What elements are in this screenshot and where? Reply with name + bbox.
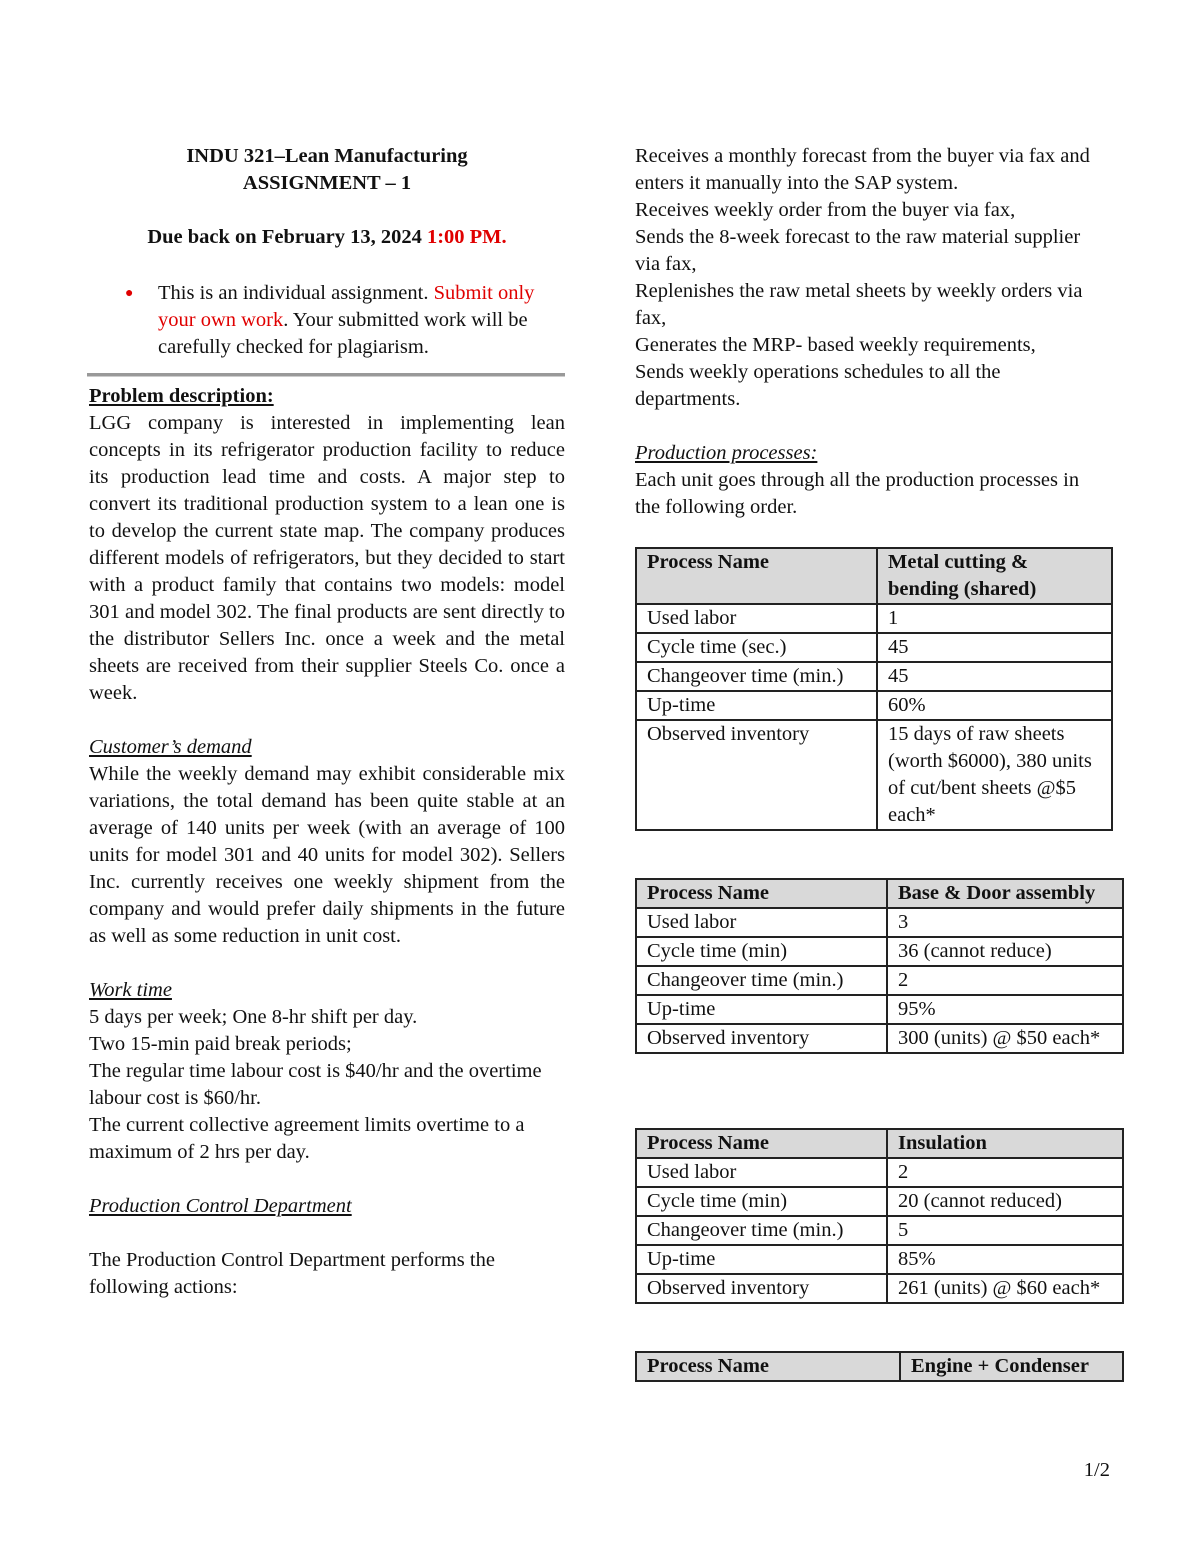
- table-header-cell: Engine + Condenser: [900, 1352, 1123, 1381]
- table-header-cell: Process Name: [636, 1352, 900, 1381]
- processes-heading: Production processes:: [635, 442, 818, 464]
- table-header-row: [636, 879, 1123, 908]
- work-time-line: The current collective agreement limits overtime to a maximum of 2 hrs per day.: [89, 1114, 525, 1163]
- table-header-cell: Process Name: [636, 1129, 887, 1158]
- table-cell: 2: [887, 966, 1123, 995]
- notice-red: Submit only your own work: [158, 282, 535, 331]
- table-cell: Used labor: [636, 908, 887, 937]
- notice-text: [158, 280, 565, 361]
- pcd-action: Sends weekly operations schedules to all the departments.: [635, 361, 1001, 410]
- table-row: [636, 633, 1112, 662]
- table-row: [636, 908, 1123, 937]
- notice-bullet: [125, 280, 565, 361]
- process-table-base-door: [635, 878, 1124, 1054]
- table-cell: 261 (units) @ $60 each*: [887, 1274, 1123, 1303]
- assignment-title: ASSIGNMENT – 1: [242, 172, 412, 194]
- table-row: [636, 720, 1112, 830]
- pcd-action: Sends the 8-week forecast to the raw material supplier via fax,: [635, 226, 1081, 275]
- table-row: [636, 1216, 1123, 1245]
- demand-heading: Customer’s demand: [89, 736, 252, 758]
- table-header-cell: Metal cutting & bending (shared): [877, 548, 1112, 604]
- table-cell: Observed inventory: [636, 720, 877, 830]
- table-row: [636, 1158, 1123, 1187]
- table-cell: 45: [877, 633, 1112, 662]
- table-cell: 60%: [877, 691, 1112, 720]
- table-cell: Changeover time (min.): [636, 662, 877, 691]
- table-cell: Cycle time (min): [636, 937, 887, 966]
- table-header-cell: Process Name: [636, 879, 887, 908]
- pcd-action: Replenishes the raw metal sheets by weekly orders via fax,: [635, 280, 1083, 329]
- table-cell: 2: [887, 1158, 1123, 1187]
- table-row: [636, 1187, 1123, 1216]
- table-cell: 95%: [887, 995, 1123, 1024]
- pcd-intro: The Production Control Department performs the following actions:: [89, 1249, 495, 1298]
- table-header-cell: Insulation: [887, 1129, 1123, 1158]
- table-row: [636, 966, 1123, 995]
- table-cell: 3: [887, 908, 1123, 937]
- demand-body: While the weekly demand may exhibit considerable mix variations, the total demand has been quite stable at an average of 140 units per week (with an average of 100 units for model 301 and 40 units for model 302). Sellers Inc. currently receives one weekly shipment from the company and would prefer daily shipments in the future as well as some reduction in unit cost.: [89, 763, 565, 947]
- table-row: [636, 604, 1112, 633]
- pcd-action: Receives a monthly forecast from the buyer via fax and enters it manually into the SAP system.: [635, 145, 1090, 194]
- table-row: [636, 937, 1123, 966]
- table-cell: 15 days of raw sheets (worth $6000), 380 units of cut/bent sheets @$5 each*: [877, 720, 1112, 830]
- table-cell: Cycle time (sec.): [636, 633, 877, 662]
- work-time-heading: Work time: [89, 979, 172, 1001]
- table-cell: Changeover time (min.): [636, 966, 887, 995]
- process-table-metal-cutting: [635, 547, 1113, 831]
- pcd-action: Receives weekly order from the buyer via fax,: [635, 199, 1016, 221]
- table-cell: Used labor: [636, 604, 877, 633]
- table-header-cell: Process Name: [636, 548, 877, 604]
- table-row: [636, 1024, 1123, 1053]
- table-header-row: [636, 1129, 1123, 1158]
- table-cell: Used labor: [636, 1158, 887, 1187]
- notice-part-1: This is an individual assignment.: [158, 282, 434, 304]
- table-row: [636, 1274, 1123, 1303]
- table-cell: 300 (units) @ $50 each*: [887, 1024, 1123, 1053]
- table-cell: 45: [877, 662, 1112, 691]
- pcd-heading: Production Control Department: [89, 1195, 352, 1217]
- process-table-insulation: [635, 1128, 1124, 1304]
- table-cell: Changeover time (min.): [636, 1216, 887, 1245]
- due-time: 1:00 PM.: [426, 226, 507, 248]
- course-title: INDU 321–Lean Manufacturing: [186, 145, 468, 167]
- right-column: [635, 143, 1105, 521]
- notice-part-2: . Your submitted work will be carefully checked for plagiarism.: [158, 309, 528, 358]
- table-cell: Cycle time (min): [636, 1187, 887, 1216]
- due-date: [89, 224, 565, 251]
- table-cell: 20 (cannot reduced): [887, 1187, 1123, 1216]
- table-row: [636, 1245, 1123, 1274]
- work-time-line: Two 15-min paid break periods;: [89, 1033, 352, 1055]
- table-cell: 1: [877, 604, 1112, 633]
- table-cell: Up-time: [636, 1245, 887, 1274]
- table-cell: Up-time: [636, 691, 877, 720]
- problem-body: LGG company is interested in implementing lean concepts in its refrigerator production facility to reduce its production lead time and costs. A major step to convert its traditional production system to a lean one is to develop the current state map. The company produces different models of refrigerators, but they decided to start with a product family that contains two models: model 301 and model 302. The final products are sent directly to the distributor Sellers Inc. once a week and the metal sheets are received from their supplier Steels Co. once a week.: [89, 412, 565, 704]
- due-prefix: Due back on February 13, 2024: [147, 226, 427, 248]
- table-cell: 5: [887, 1216, 1123, 1245]
- problem-heading: Problem description:: [89, 385, 274, 407]
- table-cell: Observed inventory: [636, 1274, 887, 1303]
- table-header-row: [636, 1352, 1123, 1381]
- left-column: [89, 143, 565, 1301]
- divider: [87, 373, 565, 377]
- table-cell: 85%: [887, 1245, 1123, 1274]
- pcd-action: Generates the MRP- based weekly requirements,: [635, 334, 1036, 356]
- table-cell: 36 (cannot reduce): [887, 937, 1123, 966]
- processes-intro: Each unit goes through all the production processes in the following order.: [635, 469, 1080, 518]
- table-row: [636, 995, 1123, 1024]
- table-cell: Observed inventory: [636, 1024, 887, 1053]
- table-row: [636, 662, 1112, 691]
- table-cell: Up-time: [636, 995, 887, 1024]
- table-header-row: [636, 548, 1112, 604]
- page-number: 1/2: [1083, 1459, 1110, 1481]
- work-time-line: The regular time labour cost is $40/hr and the overtime labour cost is $60/hr.: [89, 1060, 542, 1109]
- table-header-cell: Base & Door assembly: [887, 879, 1123, 908]
- work-time-line: 5 days per week; One 8-hr shift per day.: [89, 1006, 418, 1028]
- bullet-icon: ●: [125, 286, 134, 301]
- process-table-engine-condenser: [635, 1351, 1124, 1382]
- table-row: [636, 691, 1112, 720]
